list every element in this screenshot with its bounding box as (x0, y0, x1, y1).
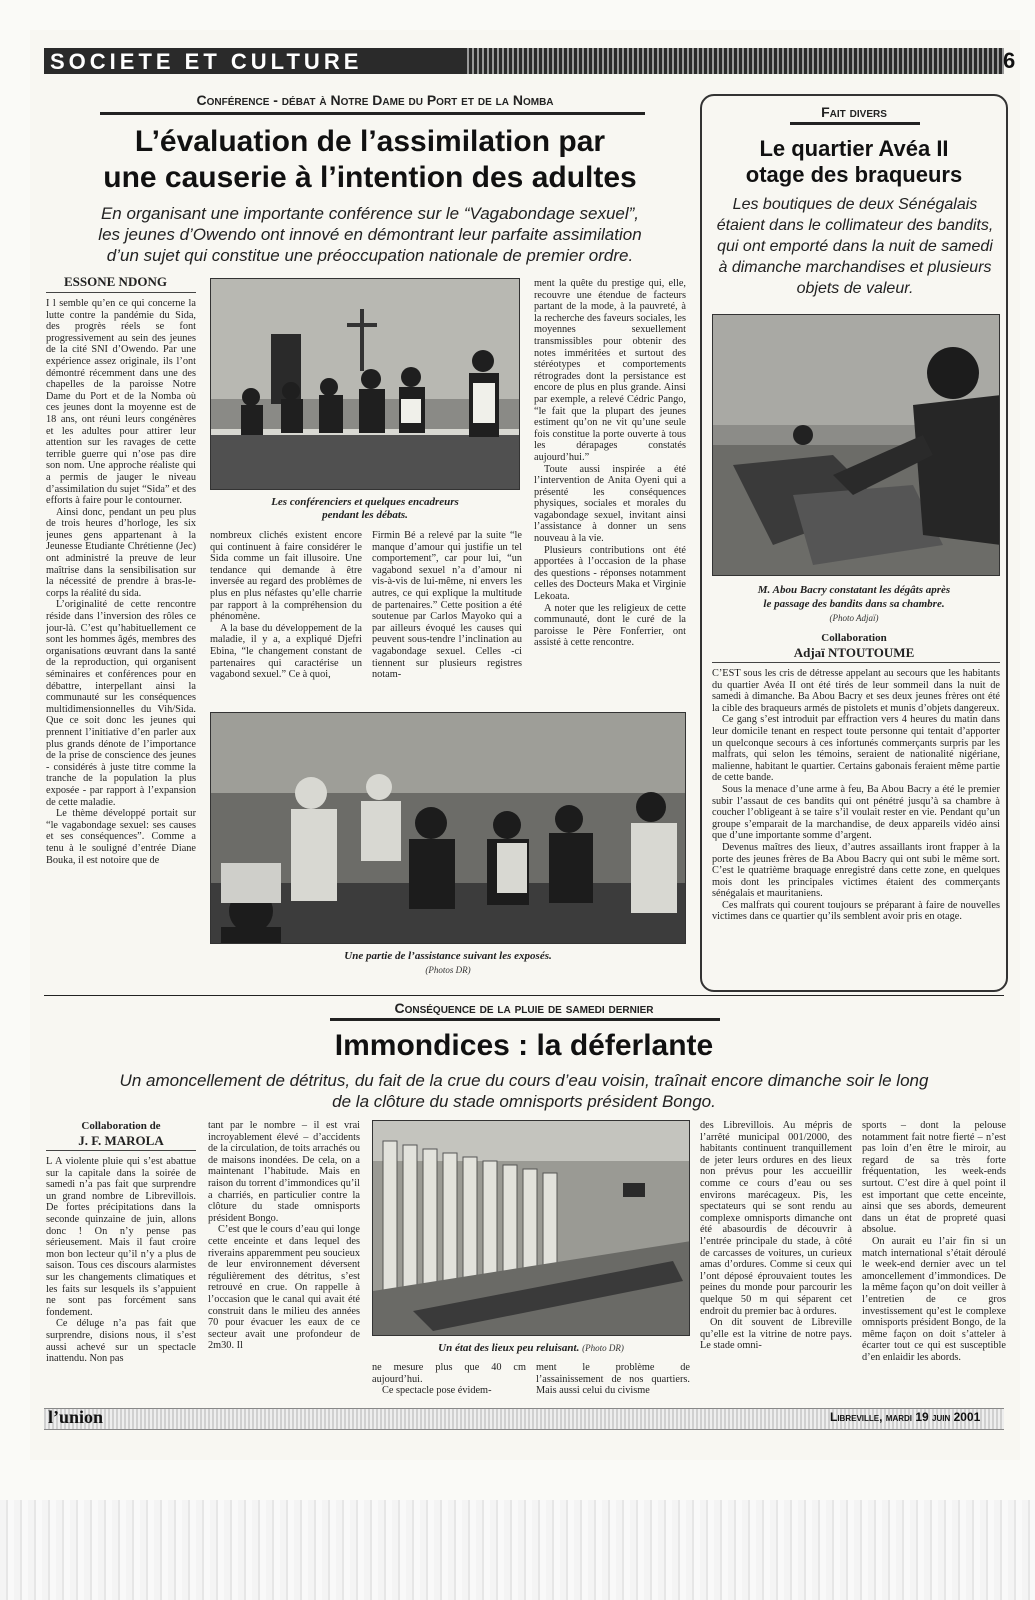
main-col4-para1: ment la quête du prestige qui, elle, recouvre une étendue de facteurs partant de la mode, à la pauvreté, à la recherche des faveurs sociales, les moyennes sexuellement transmissibles pour obtenir des notes imméritées et surtout des stéréotypes et comportements rétrogrades dont la persistance est encore de plus en plus grande. Ainsi par exemple, a relevé Cédric Pango, “le fait que la plupart des jeunes estiment qu’on ne vit qu’une seule fois constitue la porte ouverte à tous les dérapages constatés aujourd’hui.” (534, 278, 686, 463)
bottom-column-3 (372, 1362, 526, 1398)
main-column-1 (46, 298, 196, 988)
section-band-pattern (464, 48, 1004, 74)
sidebar-para3: Sous la menace d’une arme à feu, Ba Abou Bacry a été le premier subir l’assaut de ces bandits qui ont pénétré jusqu’à sa chambre à coucher l’obligeant à se taire s’il voulait rester en vie. Pendant qu’un groupe s’emparait de la marchandise, de deux appareils vidéo ainsi que d’une importante somme d’argent. (712, 783, 1000, 842)
victim-photo (712, 314, 1000, 576)
bottom-kicker: Conséquence de la pluie de samedi dernier (394, 1000, 654, 1016)
bottom-column-6 (862, 1120, 1006, 1398)
bottom-column-2 (208, 1120, 360, 1398)
audience-photo-image (211, 713, 686, 944)
scan-edge (0, 1500, 1035, 1600)
sidebar-body (712, 668, 1000, 984)
bottom-column-1 (46, 1156, 196, 1398)
conference-photo-caption-line1: Les conférenciers et quelques encadreurs (271, 496, 459, 508)
bottom-col6-para2: On aurait eu l’air fin si un match international s’était déroulé le week-end dernier avec un tel amoncellement d’immondices. De la même façon qu’on doit veiller à l’entretien de ce gros investissement qu’est le complexe omnisports président Bongo, de la même façon on doit s’atteler à écarter tout ce qui est susceptible d’en enlaidir les abords. (862, 1235, 1006, 1363)
main-col4-para2: Toute aussi inspirée a été l’intervention de Anita Oyeni qui a présenté les conséquences physiques, sociales et morales du vagabondage sexuel, invitant ainsi l’assistance à donner un sens nouveau à la vie. (534, 463, 686, 545)
bottom-column-5 (700, 1120, 852, 1398)
bottom-section-rule (44, 995, 1004, 996)
bottom-col6-para1: sports – dont la pelouse notamment fait notre fierté – n’est pas loin d’en être le miroir, au regard de sa très forte fréquentation, les week-ends surtout. C’est dire à quel point il est important que cette enceinte, ainsi que ses abords, demeurent dans un état de propreté quasi absolue. (862, 1120, 1006, 1236)
main-deck-line2: les jeunes d’Owendo ont innové en démontrant leur parfaite assimilation (98, 225, 642, 244)
victim-photo-caption-line1: M. Abou Bacry constatant les dégâts après (757, 584, 951, 596)
bottom-col4-para1: ment le problème de l’assainissement de nos quartiers. Mais aussi celui du civisme (536, 1362, 690, 1397)
main-kicker: Conférence - débat à Notre Dame du Port et de la Nomba (196, 92, 554, 108)
sidebar-para2: Ce gang s’est introduit par effraction vers 4 heures du matin dans leur domicile tenant en respect toute personne qui tentait d’apporter un quelconque secours à ces infortunés commerçants surpris par les malfrats, qui selon les témoins, seraient de nationalité nigériane, malienne, habitant le quartier. Certains gabonais feraient même partie de cette bande. (712, 714, 1000, 784)
victim-photo-caption-line2: le passage des bandits dans sa chambre. (763, 598, 945, 610)
bottom-col5-para1: des Librevillois. Au mépris de l’arrêté municipal 001/2000, des habitants continuent tranquillement de jeter leurs ordures en des lieux non prévus pour les accueillir comme ce cours d’eau ou ses environs marécageux. Pis, les spectateurs qui se sont rendu au complexe omnisports dimanche ont été abasourdis de découvrir à l’entrée principale du stade, à côté de carcasses de voitures, un curieux amas d’ordures. Comme si ceux qui l’ont déposé éprouvaient toutes les peines du monde pour parcourir les quelque 50 m qui séparent cet endroit du premier bac à ordures. (700, 1120, 852, 1317)
main-kicker-rule (100, 112, 645, 115)
main-col1-para4: Le thème développé portait sur “le vagabondage sexuel: ses causes et ses conséquences”. Comme a tenu à le souligné d’entrée Diane Bouka, il est notoire que de (46, 808, 196, 866)
main-column-3 (372, 530, 522, 704)
section-band (44, 48, 1004, 74)
bottom-deck-line1: Un amoncellement de détritus, du fait de la crue du cours d’eau voisin, traînait encore dimanche soir le long (119, 1071, 929, 1090)
garbage-photo-caption-text: Un état des lieux peu reluisant. (438, 1342, 580, 1354)
audience-photo-credit: (Photos DR) (425, 965, 471, 975)
sidebar-kicker-rule (790, 122, 920, 125)
bottom-col1-para2: Ce déluge n’a pas fait que surprendre, disions nous, il s’est aussi achevé sur un spectacle inattendu. Non pas (46, 1318, 196, 1365)
issue-date: Libreville, mardi 19 juin 2001 (830, 1410, 981, 1424)
sidebar-headline-line1: Le quartier Avéa II (759, 136, 949, 161)
sidebar-headline-line2: otage des braqueurs (745, 162, 963, 187)
bottom-headline: Immondices : la déferlante (334, 1029, 714, 1062)
main-deck-line3: d’un sujet qui constitue une préoccupation nationale de premier ordre. (106, 246, 634, 265)
bottom-byline-rule (46, 1150, 196, 1151)
section-title: SOCIETE ET CULTURE (50, 49, 363, 74)
sidebar-byline-rule (712, 662, 1000, 663)
main-col2-para1: nombreux clichés existent encore qui continuent à faire considérer le Sida comme un fait illusoire. Une tendance qui demande à être inversée au regard des problèmes de plus en plus néfastes qu’elle charrie par rapport à la compréhension du phénomène. (210, 530, 362, 623)
sidebar-para4: Devenus maîtres des lieux, d’autres assaillants iront frapper à la porte des jeunes frères de Ba Abou Bacry qui ont subi le même sort. C’est le quatrième braquage enregistré dans cette zone, en quelques mois dont les principales victimes étaient des commerçants sénégalais et mauritaniens. (712, 841, 1000, 900)
main-col4-para4: A noter que les religieux de cette communauté, dont le curé de la paroisse le Père Fonferrier, ont assisté à cette rencontre. (534, 602, 686, 649)
conference-photo-image (211, 279, 520, 490)
bottom-byline-label: Collaboration de (81, 1120, 161, 1132)
bottom-col3-para2: Ce spectacle pose évidem- (382, 1385, 492, 1397)
victim-photo-image (713, 315, 1000, 576)
victim-photo-credit: (Photo Adjaï) (829, 613, 879, 623)
sidebar-para5: Ces malfrats qui courent toujours se préparant à faire de nouvelles victimes dans ce quartier qu’ils semblent avoir pris en otage. (712, 899, 1000, 923)
garbage-photo-credit: (Photo DR) (582, 1343, 624, 1353)
garbage-photo-caption (372, 1342, 690, 1355)
main-headline-line1: L’évaluation de l’assimilation par (134, 125, 606, 158)
sidebar-deck: Les boutiques de deux Sénégalais étaient dans le collimateur des bandits, qui ont emporté dans la nuit de samedi à dimanche marchandises et plusieurs objets de valeur. (716, 196, 994, 297)
newspaper-logo: l’union (48, 1407, 104, 1427)
bottom-deck-line2: de la clôture du stade omnisports président Bongo. (332, 1092, 716, 1111)
conference-photo (210, 278, 520, 490)
conference-photo-caption-line2: pendant les débats. (322, 509, 408, 521)
sidebar-para1: C’EST sous les cris de détresse appelant au secours que les habitants du quartier Avéa II ont été tirés de leur sommeil dans la nuit de samedi à dimanche. Ba Abou Bacry et ses deux jeunes frères ont été la cible des braqueurs armés de pistolets et munis d’objets dangereux. (712, 668, 1000, 714)
audience-photo (210, 712, 686, 944)
main-col1-para2: Ainsi donc, pendant un peu plus de trois heures d’horloge, les six jeunes gens appartenant à la Jeunesse Etudiante Chrétienne (Jec) ont administré la preuve de leur maîtrise dans la sensibilisation sur la nécessité de prendre à bras-le-corps la réalité du sida. (46, 506, 196, 599)
bottom-col3-para1: ne mesure plus que 40 cm aujourd’hui. (372, 1362, 526, 1385)
bottom-col2-para2: C’est que le cours d’eau qui longe cette enceinte et dans lequel des riverains apparemment peu soucieux de leur environnement déversent régulièrement des détritus, s’est retrouvé en crue. On rappelle à l’occasion que le canal qui avait été construit dans le milieu des années 70 pour évacuer les eaux de ce secteur avait une profondeur de 2m30. Il (208, 1224, 360, 1352)
main-column-2 (210, 530, 362, 704)
main-headline-line2: une causerie à l’intention des adultes (103, 161, 637, 194)
main-col2-para2: A la base du développement de la maladie, il y a, a expliqué Djefri Ebina, “le changement constant de partenaires qui caractérise un vagabond sexuel.” Ce à quoi, (210, 622, 362, 681)
garbage-photo-image (373, 1121, 690, 1336)
main-deck-line1: En organisant une importante conférence sur le “Vagabondage sexuel”, (100, 204, 640, 223)
sidebar-byline-label: Collaboration (821, 632, 887, 644)
main-byline: ESSONE NDONG (64, 274, 167, 289)
garbage-photo (372, 1120, 690, 1336)
bottom-column-4 (536, 1362, 690, 1398)
bottom-kicker-rule (330, 1018, 720, 1021)
bottom-col5-para2: On dit souvent de Libreville qu’elle est la vitrine de notre pays. Le stade omni- (700, 1317, 852, 1352)
bottom-col1-para1: L A violente pluie qui s’est abattue sur la capitale dans la soirée de samedi n’a pas fait que surprendre un grand nombre de Librevillois. De fortes précipitations dans la seconde quinzaine de juin, allons donc ! On n’y pense pas sérieusement. Mais il faut croire mon bon lecteur qu’il n’y a plus de saison. Tous ces discours alarmistes sur les changements climatiques et les faits sur lesquels ils s’appuient ne sont pas forcément sans fondement. (46, 1156, 196, 1318)
sidebar-kicker: Fait divers (821, 104, 887, 120)
audience-photo-caption: Une partie de l’assistance suivant les exposés. (344, 950, 552, 962)
sidebar-byline-name: Adjaï NTOUTOUME (793, 645, 915, 660)
main-column-4 (534, 278, 686, 704)
bottom-col2-para1: tant par le nombre – il est vrai incroyablement élevé – d’accidents de la circulation, de toits arrachés ou de maisons inondées. De cela, on a maintenant l’habitude. Mais en raison du torrent d’immondices qu’il a charriés, en particulier contre la clôture du stade omnisports président Bongo. (208, 1120, 360, 1224)
main-col1-para3: L’originalité de cette rencontre réside dans l’inversion des rôles ce jour-là. C’est qu’habituellement ce sont les hommes âgés, membres des organisations œuvrant dans la santé de la reproduction, qui organisent séminaires et conférences pour en débattre, interpellant ainsi la communauté sur les conséquences multidimensionnelles du Vih/Sida. Que ce soit donc les jeunes qui prennent l’initiative d’en parler aux plus grands dénote de l’importance de la prise de conscience des jeunes - considérés à juste titre comme la tranche de la population la plus exposée - par rapport à l’expansion de cette maladie. (46, 599, 196, 808)
main-col4-para3: Plusieurs contributions ont été apportées à l’occasion de la phase des questions - réponses notamment celles des Docteurs Maka et Virginie Lekoata. (534, 544, 686, 603)
page-number: 6 (1003, 48, 1016, 73)
main-col1-para1: I l semble qu’en ce qui concerne la lutte contre la pandémie du Sida, des progrès réels se font progressivement au sein des jeunes de la cité SNI d’Owendo. Par une expérience assez originale, ils l’ont démontré récemment dans une des chapelles de la paroisse Notre Dame du Port et de la Nomba où ces jeunes dont la moyenne est de 18 ans, ont réuni leurs congénères et les adultes pour attirer leur attention sur les ravages de cette terrible guerre qui n’ose pas dire son nom. Une approche réaliste qui a permis de jauger le niveau d’assimilation du sujet “Sida” et des efforts à faire pour le contourner. (46, 298, 196, 507)
main-col3-para1: Firmin Bé a relevé par la suite “le manque d’amour qui justifie un tel comportement”, car pour lui, “un vagabond sexuel n’a d’amour ni vis-à-vis de lui-même, ni envers les autres, ce qui explique la multitude de partenaires.” Cette position a été soutenue par Carlos Mayoko qui a par ailleurs évoqué les causes qui peuvent sous-tendre l’inclination au vagabondage sexuel. Celles -ci tiennent sur plusieurs registres notam- (372, 530, 522, 681)
main-byline-rule (46, 292, 196, 293)
bottom-byline-name: J. F. MAROLA (78, 1133, 164, 1148)
